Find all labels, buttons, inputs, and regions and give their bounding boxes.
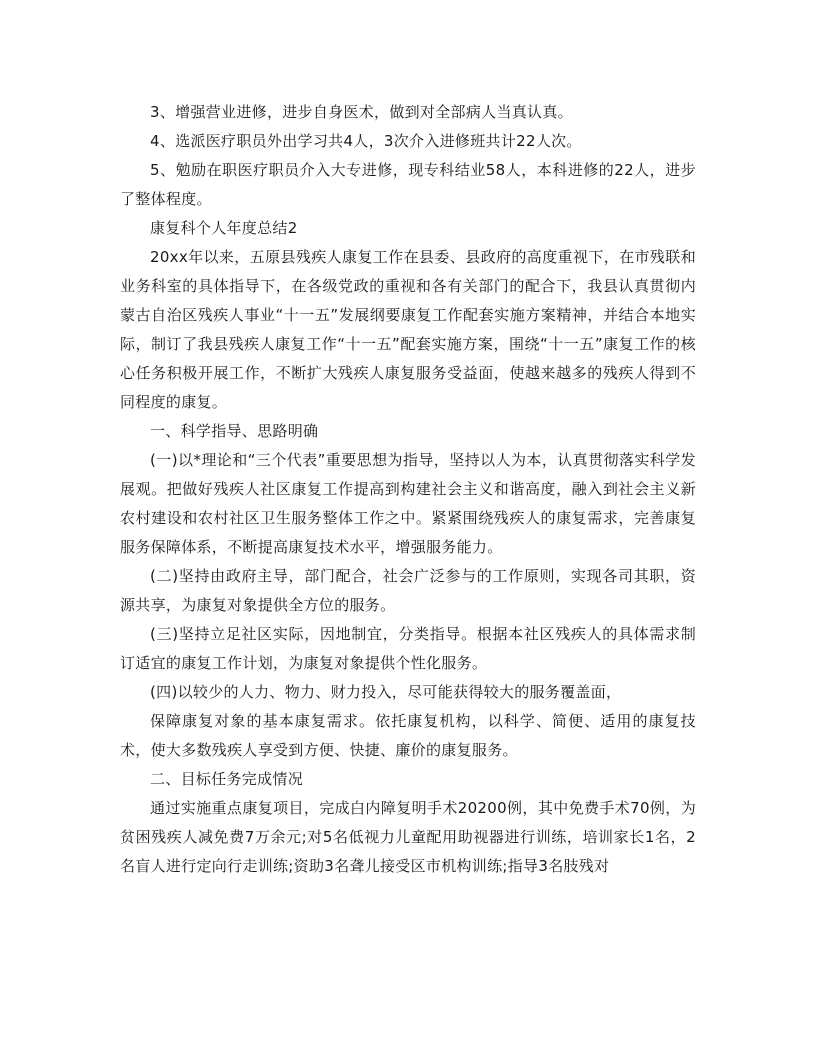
- paragraph-sub-2: (二)坚持由政府主导，部门配合，社会广泛参与的工作原则，实现各司其职，资源共享，为康复对象提供全方位的服务。: [120, 567, 696, 614]
- heading-2: 二、目标任务完成情况: [150, 770, 304, 788]
- paragraph-sub-1: (一)以*理论和“三个代表”重要思想为指导，坚持以人为本，认真贯彻落实科学发展观。把做好残疾人社区康复工作提高到构建社会主义和谐高度，融入到社会主义新农村建设和农村社区卫生服务整体工作之中。紧紧围绕残疾人的康复需求，完善康复服务保障体系，不断提高康复技术水平，增强服务能力。: [120, 451, 696, 556]
- paragraph-item-4: 4、选派医疗职员外出学习共4人，3次介入进修班共计22人次。: [150, 132, 582, 150]
- paragraph-results: 通过实施重点康复项目，完成白内障复明手术20200例，其中免费手术70例，为贫困残疾人减免费7万余元;对5名低视力儿童配用助视器进行训练，培训家长1名，2名盲人进行定向行走训练;资助3名聋儿接受区市机构训练;指导3名肢残对: [120, 799, 696, 875]
- paragraph-item-3: 3、增强营业进修，进步自身医术，做到对全部病人当真认真。: [150, 103, 573, 121]
- paragraph-sub-4: (四)以较少的人力、物力、财力投入，尽可能获得较大的服务覆盖面，: [150, 683, 622, 701]
- paragraph-intro: 20xx年以来，五原县残疾人康复工作在县委、县政府的高度重视下，在市残联和业务科室的具体指导下，在各级党政的重视和各有关部门的配合下，我县认真贯彻内蒙古自治区残疾人事业“十一五”发展纲要康复工作配套实施方案精神，并结合本地实际，制订了我县残疾人康复工作“十一五”配套实施方案，围绕“十一五”康复工作的核心任务积极开展工作，不断扩大残疾人康复服务受益面，使越来越多的残疾人得到不同程度的康复。: [120, 248, 696, 411]
- paragraph-sub-4-cont: 保障康复对象的基本康复需求。依托康复机构，以科学、简便、适用的康复技术，使大多数残疾人享受到方便、快捷、廉价的康复服务。: [120, 712, 696, 759]
- paragraph-item-5: 5、勉励在职医疗职员介入大专进修，现专科结业58人，本科进修的22人，进步了整体程度。: [120, 161, 696, 208]
- section-title: 康复科个人年度总结2: [150, 219, 298, 237]
- paragraph-sub-3: (三)坚持立足社区实际，因地制宜，分类指导。根据本社区残疾人的具体需求制订适宜的康复工作计划，为康复对象提供个性化服务。: [120, 625, 696, 672]
- heading-1: 一、科学指导、思路明确: [150, 422, 319, 440]
- document-body: [120, 98, 696, 881]
